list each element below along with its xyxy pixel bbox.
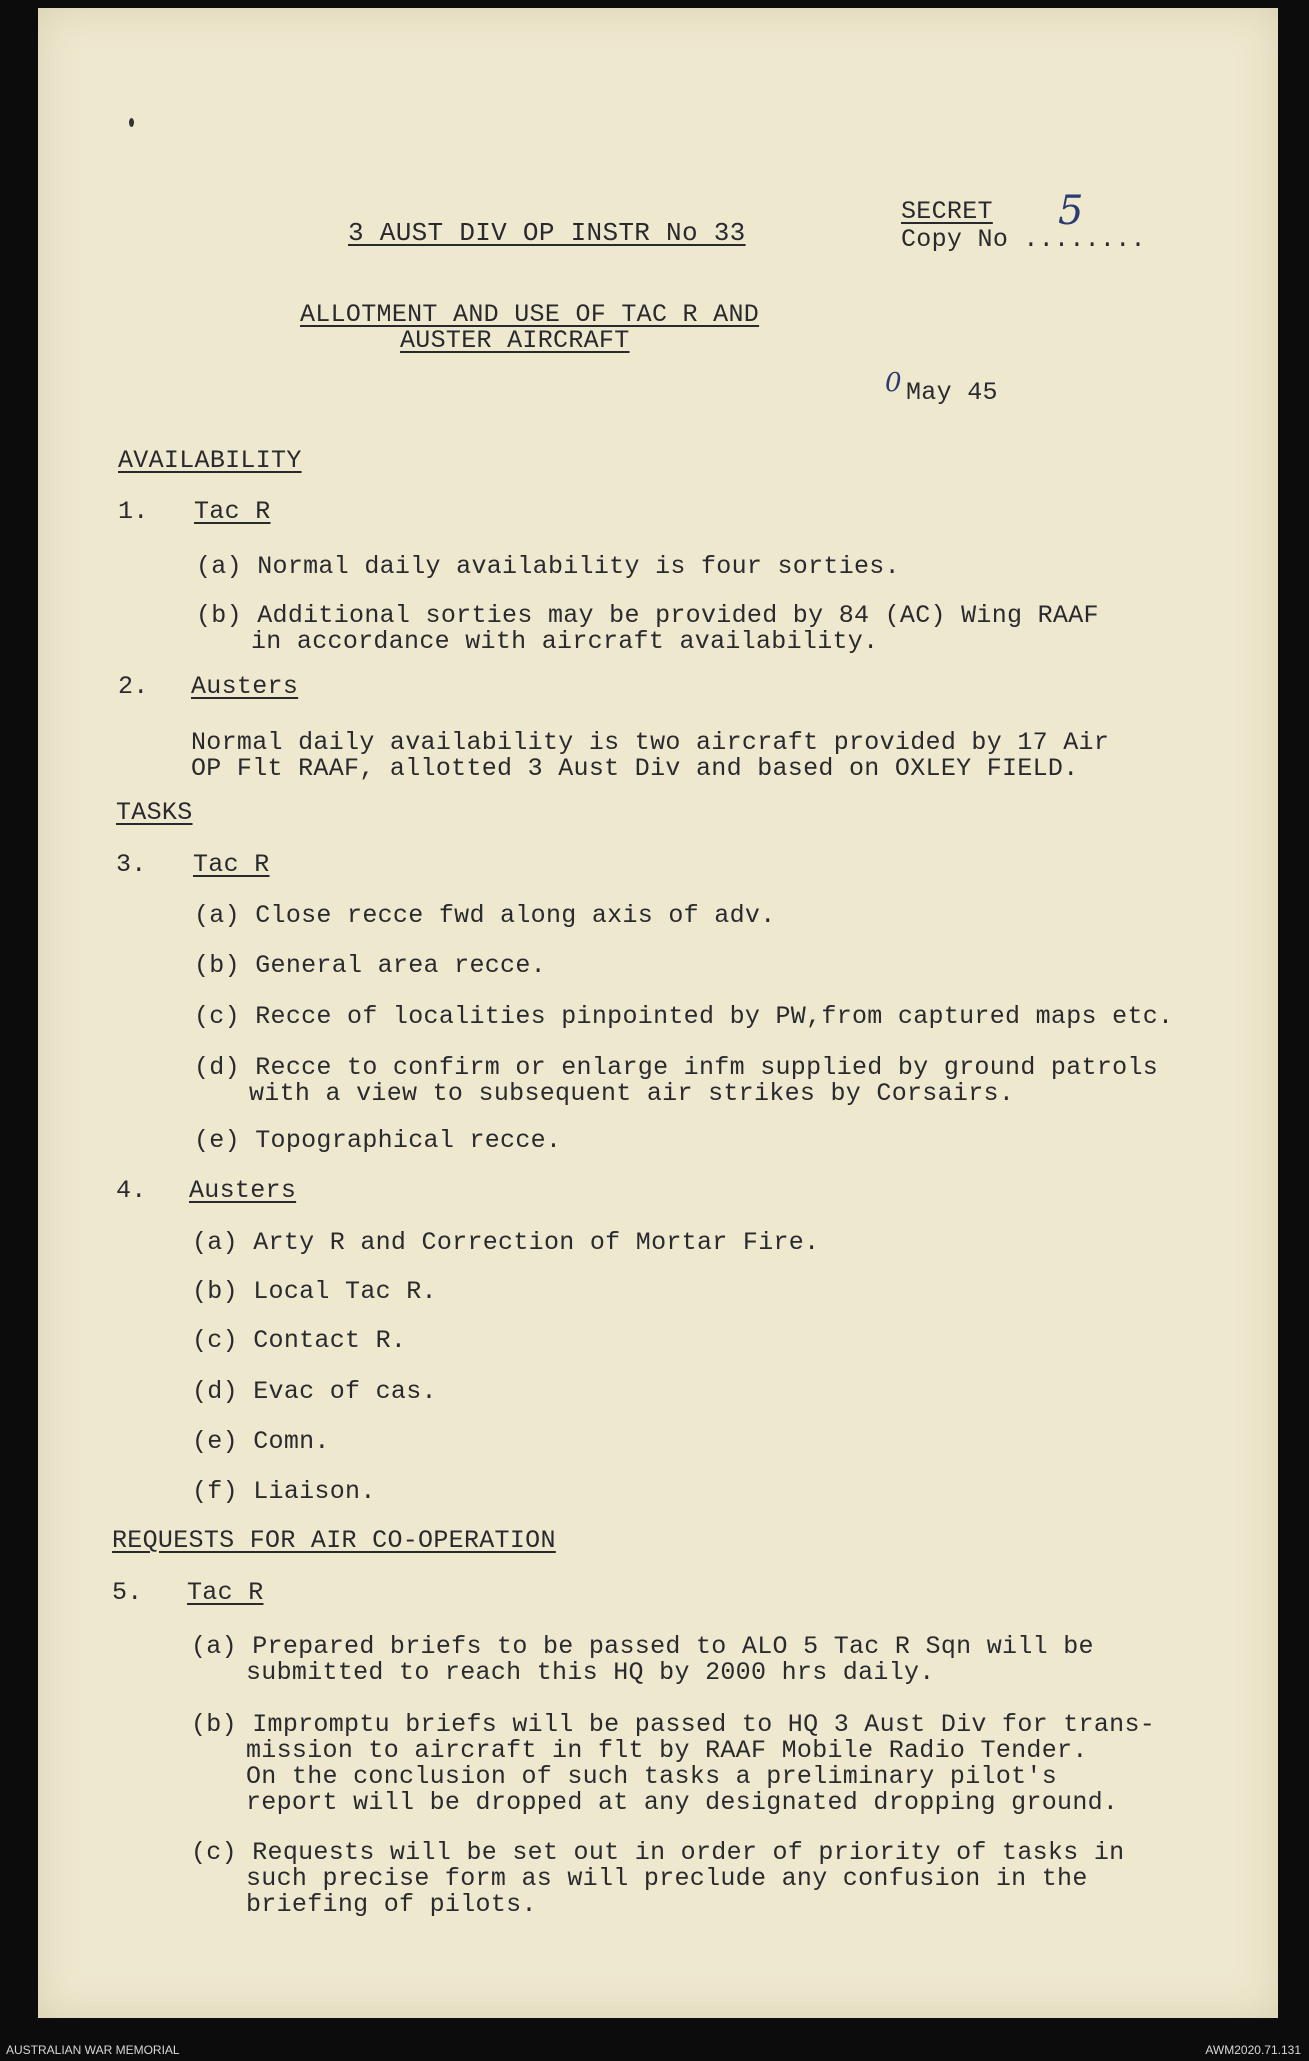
subitem-text: report will be dropped at any designated dropping ground. xyxy=(246,1788,1119,1817)
document-title-line-2: AUSTER AIRCRAFT xyxy=(400,326,630,355)
subitem-text: with a view to subsequent air strikes by Corsairs. xyxy=(249,1079,1015,1108)
copy-number-handwritten: 5 xyxy=(1058,188,1084,234)
subitem-text: (a) Normal daily availability is four sorties. xyxy=(196,552,900,581)
document-title-line-1: ALLOTMENT AND USE OF TAC R AND xyxy=(300,300,760,329)
section-heading-availability: AVAILABILITY xyxy=(118,446,302,475)
document-date: May 45 xyxy=(906,378,998,407)
subitem-text: (a) Arty R and Correction of Mortar Fire. xyxy=(192,1228,820,1257)
subitem-text: On the conclusion of such tasks a preliminary pilot's xyxy=(246,1762,1058,1791)
secret-label: SECRET xyxy=(901,197,993,226)
subitem-text: in accordance with aircraft availability. xyxy=(251,627,879,656)
subitem-text: (b) General area recce. xyxy=(194,951,546,980)
subitem-text: (b) Impromptu briefs will be passed to HQ 3 Aust Div for trans- xyxy=(191,1710,1156,1739)
item-title: Tac R xyxy=(187,1578,264,1607)
footer-left-credit: AUSTRALIAN WAR MEMORIAL xyxy=(6,2043,180,2057)
item-number: 5. xyxy=(112,1578,143,1607)
subitem-text: (d) Evac of cas. xyxy=(192,1377,437,1406)
item-number: 3. xyxy=(116,850,147,879)
ink-speck xyxy=(129,118,134,127)
subitem-text: (e) Topographical recce. xyxy=(194,1126,562,1155)
subitem-text: briefing of pilots. xyxy=(246,1890,537,1919)
item-number: 2. xyxy=(118,672,149,701)
item-title: Tac R xyxy=(193,850,270,879)
paragraph-text: Normal daily availability is two aircraft provided by 17 Air xyxy=(191,728,1110,757)
item-title: Tac R xyxy=(194,497,271,526)
footer-right-accession: AWM2020.71.131 xyxy=(1205,2043,1301,2057)
item-number: 4. xyxy=(116,1176,147,1205)
document-page xyxy=(38,8,1278,2018)
subitem-text: (a) Prepared briefs to be passed to ALO 5 Tac R Sqn will be xyxy=(191,1632,1094,1661)
subitem-text: (f) Liaison. xyxy=(192,1477,376,1506)
item-number: 1. xyxy=(118,497,149,526)
subitem-text: (c) Requests will be set out in order of priority of tasks in xyxy=(191,1838,1125,1867)
date-day-handwritten: 0 xyxy=(885,368,902,398)
section-heading-tasks: TASKS xyxy=(116,798,193,827)
subitem-text: (c) Contact R. xyxy=(192,1326,407,1355)
subitem-text: (d) Recce to confirm or enlarge infm supplied by ground patrols xyxy=(194,1053,1159,1082)
subitem-text: (e) Comn. xyxy=(192,1427,330,1456)
subitem-text: (a) Close recce fwd along axis of adv. xyxy=(194,901,776,930)
copy-number-label: Copy No ........ xyxy=(901,225,1146,254)
subitem-text: (b) Additional sorties may be provided by 84 (AC) Wing RAAF xyxy=(196,601,1099,630)
section-heading-requests: REQUESTS FOR AIR CO-OPERATION xyxy=(112,1526,556,1555)
subitem-text: (c) Recce of localities pinpointed by PW,from captured maps etc. xyxy=(194,1002,1174,1031)
paragraph-text: OP Flt RAAF, allotted 3 Aust Div and based on OXLEY FIELD. xyxy=(191,754,1079,783)
subitem-text: (b) Local Tac R. xyxy=(192,1277,437,1306)
instruction-number: 3 AUST DIV OP INSTR No 33 xyxy=(348,218,746,248)
subitem-text: mission to aircraft in flt by RAAF Mobile Radio Tender. xyxy=(246,1736,1088,1765)
item-title: Austers xyxy=(191,672,299,701)
item-title: Austers xyxy=(189,1176,297,1205)
subitem-text: submitted to reach this HQ by 2000 hrs daily. xyxy=(246,1658,935,1687)
subitem-text: such precise form as will preclude any confusion in the xyxy=(246,1864,1088,1893)
